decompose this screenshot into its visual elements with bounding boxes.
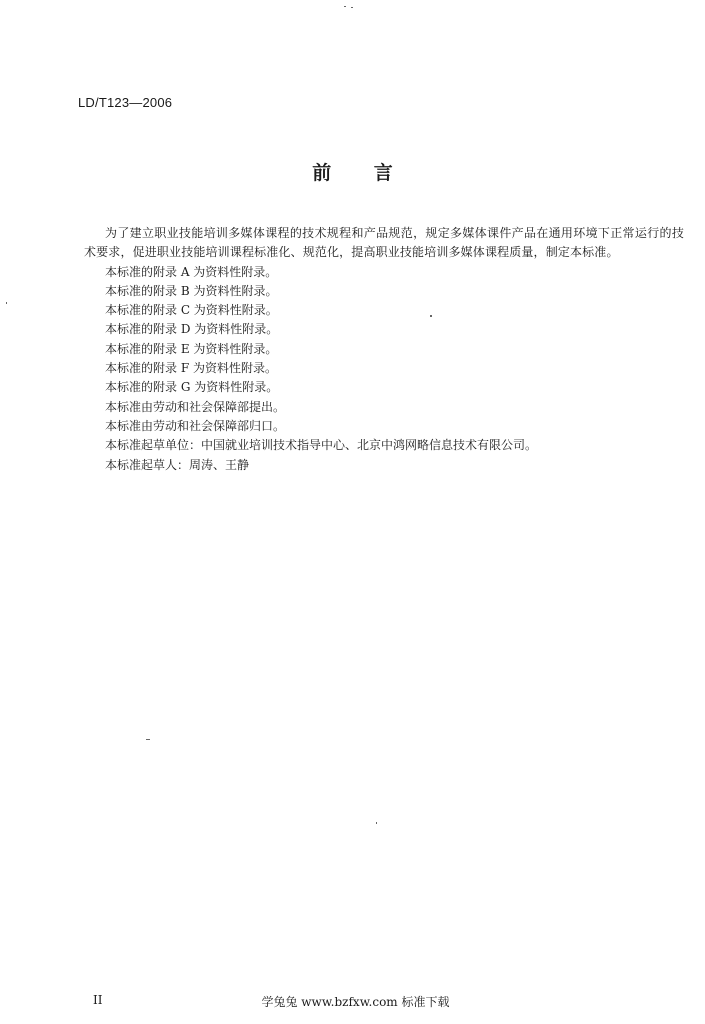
drafting-units-line: 本标准起草单位：中国就业培训技术指导中心、北京中鸿网略信息技术有限公司。 [105, 438, 538, 453]
scan-speck [430, 315, 432, 317]
appendix-g-line: 本标准的附录 G 为资料性附录。 [105, 380, 279, 395]
scan-speck [6, 302, 7, 304]
intro-paragraph: 为了建立职业技能培训多媒体课程的技术规程和产品规范，规定多媒体课件产品在通用环境下正常运行的技术要求，促进职业技能培训课程标准化、规范化，提高职业技能培训多媒体课程质量，制定本标准。 [84, 226, 684, 260]
scan-speck [376, 822, 377, 824]
appendix-e-line: 本标准的附录 E 为资料性附录。 [105, 341, 278, 356]
scan-speck [351, 7, 353, 8]
drafters-line: 本标准起草人：周涛、王静 [105, 457, 250, 472]
page-number: II [93, 993, 103, 1007]
footer-site-text: 学兔兔 www.bzfxw.com 标准下载 [261, 995, 450, 1009]
appendix-d-line: 本标准的附录 D 为资料性附录。 [105, 322, 279, 337]
page-title: 前 言 [312, 162, 411, 184]
standard-code: LD/T123—2006 [78, 95, 173, 110]
appendix-a-line: 本标准的附录 A 为资料性附录。 [105, 264, 278, 279]
managed-by-line: 本标准由劳动和社会保障部归口。 [105, 418, 286, 433]
appendix-b-line: 本标准的附录 B 为资料性附录。 [105, 283, 278, 298]
foreword-body [84, 224, 684, 475]
proposed-by-line: 本标准由劳动和社会保障部提出。 [105, 399, 286, 414]
appendix-c-line: 本标准的附录 C 为资料性附录。 [105, 303, 278, 318]
scan-speck [344, 6, 346, 7]
appendix-f-line: 本标准的附录 F 为资料性附录。 [105, 361, 277, 376]
scan-speck [146, 739, 150, 740]
